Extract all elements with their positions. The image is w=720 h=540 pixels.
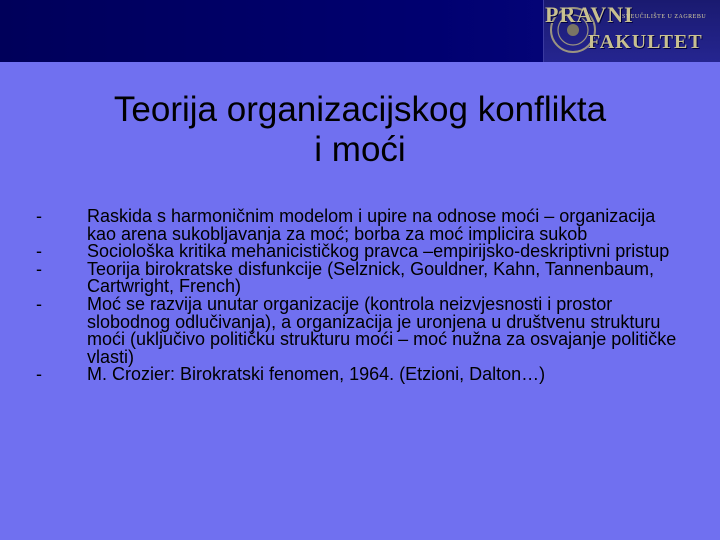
bullet-item — [0, 258, 720, 297]
bullet-text: Moć se razvija unutar organizacije (kontrola neizvjesnosti i prostor slobodnog odlučivanja), a organizacija je uronjena u društvenu strukturu moći (uključivo političku strukturu moći – moć nužna za osvajanje političke vlasti) — [87, 293, 677, 367]
bullet-item — [0, 208, 720, 243]
bullet-marker: - — [36, 206, 42, 226]
bullet-text: Teorija birokratske disfunkcije (Selznick, Gouldner, Kahn, Tannenbaum, Cartwright, French) — [87, 258, 654, 297]
slide-title — [40, 90, 680, 170]
bullet-marker: - — [36, 241, 42, 262]
bullet-item — [0, 293, 720, 367]
bullet-item — [0, 366, 720, 384]
bullet-text: M. Crozier: Birokratski fenomen, 1964. (Etzioni, Dalton…) — [87, 364, 546, 385]
bullet-marker: - — [36, 364, 42, 385]
bullet-text: Sociološka kritika mehanicističkog pravca –empirijsko-deskriptivni pristup — [87, 241, 670, 262]
bullet-marker: - — [36, 293, 42, 314]
bullet-marker: - — [36, 258, 42, 279]
logo-text-university: SVEUČILIŠTE U ZAGREBU — [622, 14, 707, 20]
logo-text-fakultet: FAKULTET — [588, 31, 703, 53]
logo-text-pravni: PRAVNI — [545, 2, 634, 27]
slide-title-line1: Teorija organizacijskog konflikta — [113, 90, 607, 129]
bullet-list — [0, 208, 720, 384]
bullet-text: Raskida s harmoničnim modelom i upire na odnose moći – organizacija kao arena sukobljavanja za moć; borba za moć implicira sukob — [87, 206, 656, 244]
slide-title-line2: i moći — [314, 130, 406, 169]
